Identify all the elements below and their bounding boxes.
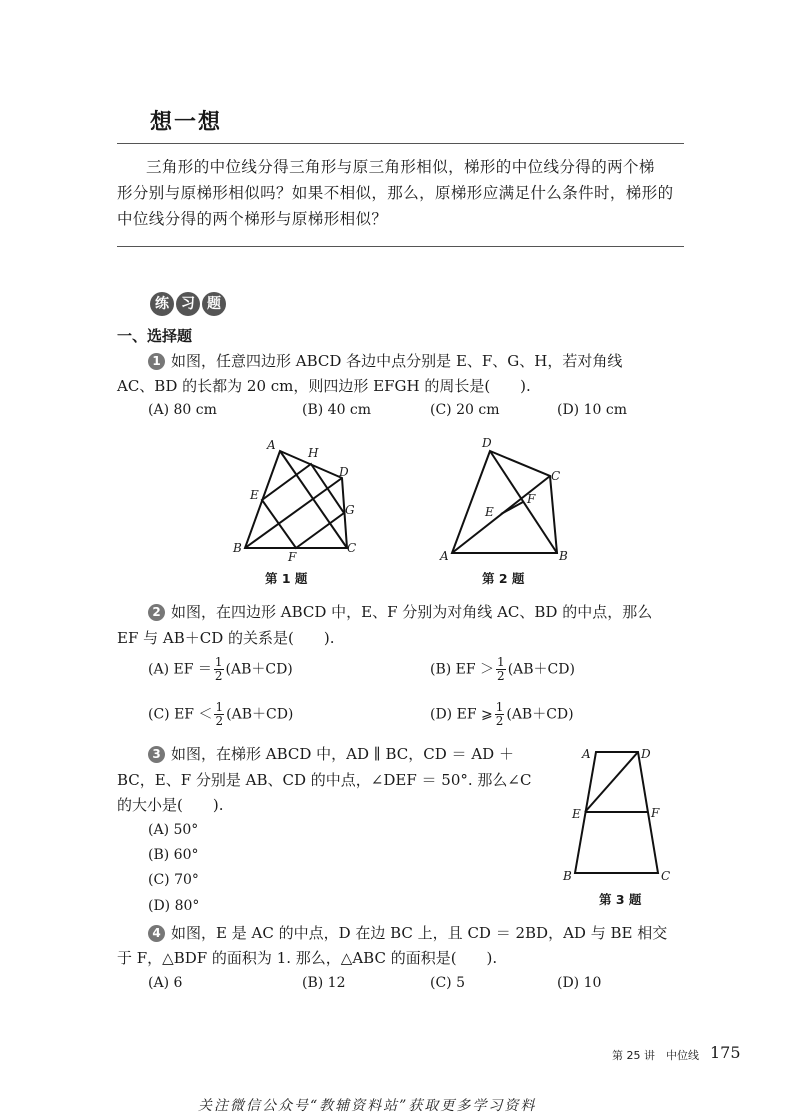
q2-option-b: (B) EF ＞ $\frac{1}{2}$ (AB＋CD) bbox=[430, 655, 575, 683]
q3-option-b: (B) 60° bbox=[148, 847, 199, 863]
fig1-label-f: F bbox=[288, 550, 297, 564]
fig1-label-a: A bbox=[267, 438, 276, 452]
fig3-label-c: C bbox=[661, 869, 671, 883]
q1-line-1: 1 如图，任意四边形 ABCD 各边中点分别是 E、F、G、H，若对角线 bbox=[148, 350, 622, 372]
fig1-label-e: E bbox=[250, 488, 259, 502]
fig1-caption: 第 1 题 bbox=[265, 571, 308, 586]
badge-lian: 练 bbox=[150, 292, 174, 316]
fig2-caption: 第 2 题 bbox=[482, 571, 525, 586]
q2-option-d: (D) EF ⩾ $\frac{1}{2}$ (AB＋CD) bbox=[430, 700, 574, 728]
fig1-label-g: G bbox=[345, 503, 355, 517]
q4-line-2: 于 F，△BDF 的面积为 1. 那么，△ABC 的面积是( ). bbox=[117, 949, 498, 967]
fig2-label-b: B bbox=[559, 549, 568, 563]
fig3-label-d: D bbox=[641, 747, 651, 761]
fig2-diagonal-bd bbox=[490, 451, 557, 553]
think-line-1: 三角形的中位线分得三角形与原三角形相似，梯形的中位线分得的两个梯 bbox=[146, 158, 655, 176]
think-heading: 想一想 bbox=[150, 110, 223, 135]
fig2-label-e: E bbox=[485, 505, 494, 519]
fig3-label-b: B bbox=[563, 869, 572, 883]
watermark-banner: 关注微信公众号“教辅资料站”获取更多学习资料 bbox=[198, 1098, 537, 1114]
chapter-label: 第 25 讲 中位线 bbox=[612, 1049, 699, 1062]
q1-number: 1 bbox=[148, 353, 165, 370]
fig2-label-a: A bbox=[440, 549, 449, 563]
fig1-label-h: H bbox=[308, 446, 319, 460]
q2-line-1: 2 如图，在四边形 ABCD 中，E、F 分别为对角线 AC、BD 的中点，那么 bbox=[148, 601, 652, 623]
fig2-label-c: C bbox=[551, 469, 561, 483]
fig3-label-f: F bbox=[651, 806, 660, 820]
q4-option-b: (B) 12 bbox=[302, 975, 346, 991]
think-line-2: 形分别与原梯形相似吗？如果不相似，那么，原梯形应满足什么条件时，梯形的 bbox=[117, 184, 674, 202]
page-number: 175 bbox=[710, 1043, 741, 1062]
badge-ti: 题 bbox=[202, 292, 226, 316]
q3-line-2: BC，E、F 分别是 AB、CD 的中点，∠DEF ＝ 50°. 那么∠C bbox=[117, 771, 532, 789]
q3-option-c: (C) 70° bbox=[148, 872, 199, 888]
q2-option-d-fraction: $\frac{1}{2}$ bbox=[495, 700, 504, 728]
think-line-3: 中位线分得的两个梯形与原梯形相似？ bbox=[117, 210, 388, 228]
fig3-label-a: A bbox=[582, 747, 591, 761]
q3-line-3: 的大小是( ). bbox=[117, 796, 224, 814]
fig3-caption: 第 3 题 bbox=[599, 892, 642, 907]
q4-line-1: 4 如图，E 是 AC 的中点，D 在边 BC 上，且 CD ＝ 2BD，AD 与 BE 相交 bbox=[148, 922, 667, 944]
q1-line-2: AC、BD 的长都为 20 cm，则四边形 EFGH 的周长是( ). bbox=[117, 377, 531, 395]
q1-option-a: (A) 80 cm bbox=[148, 402, 217, 418]
q3-option-a: (A) 50° bbox=[148, 822, 199, 838]
q2-option-b-fraction: $\frac{1}{2}$ bbox=[497, 655, 505, 683]
q4-option-a: (A) 6 bbox=[148, 975, 183, 991]
fig1-label-b: B bbox=[233, 541, 242, 555]
fig1-label-c: C bbox=[347, 541, 357, 555]
fig1-quadrilateral bbox=[245, 451, 347, 548]
fig1-label-d: D bbox=[339, 465, 349, 479]
q4-number: 4 bbox=[148, 925, 165, 942]
q1-option-d: (D) 10 cm bbox=[557, 402, 627, 418]
q1-option-c: (C) 20 cm bbox=[430, 402, 500, 418]
q4-option-d: (D) 10 bbox=[557, 975, 602, 991]
q4-option-c: (C) 5 bbox=[430, 975, 465, 991]
badge-xi: 习 bbox=[176, 292, 200, 316]
fig2-label-f: F bbox=[527, 492, 536, 506]
section-heading: 一、选择题 bbox=[117, 327, 193, 345]
q2-line-2: EF 与 AB＋CD 的关系是( ). bbox=[117, 629, 335, 647]
q2-option-c-fraction: $\frac{1}{2}$ bbox=[215, 700, 224, 728]
q2-option-c: (C) EF ＜ $\frac{1}{2}$ (AB＋CD) bbox=[148, 700, 294, 728]
fig2-segment-ef bbox=[501, 502, 523, 514]
q1-option-b: (B) 40 cm bbox=[302, 402, 372, 418]
fig2-label-d: D bbox=[482, 436, 492, 450]
q3-number: 3 bbox=[148, 746, 165, 763]
q2-option-a-fraction: $\frac{1}{2}$ bbox=[214, 655, 223, 683]
q2-option-a: (A) EF ＝ $\frac{1}{2}$ (AB＋CD) bbox=[148, 655, 293, 683]
fig3-label-e: E bbox=[572, 807, 581, 821]
q3-line-1: 3 如图，在梯形 ABCD 中，AD ∥ BC，CD ＝ AD ＋ bbox=[148, 743, 514, 765]
figure-3 bbox=[560, 740, 690, 890]
q2-number: 2 bbox=[148, 604, 165, 621]
fig2-quadrilateral bbox=[452, 451, 557, 553]
figure-2 bbox=[452, 451, 557, 553]
fig3-segment-ed bbox=[585, 752, 638, 812]
q3-option-d: (D) 80° bbox=[148, 898, 200, 914]
